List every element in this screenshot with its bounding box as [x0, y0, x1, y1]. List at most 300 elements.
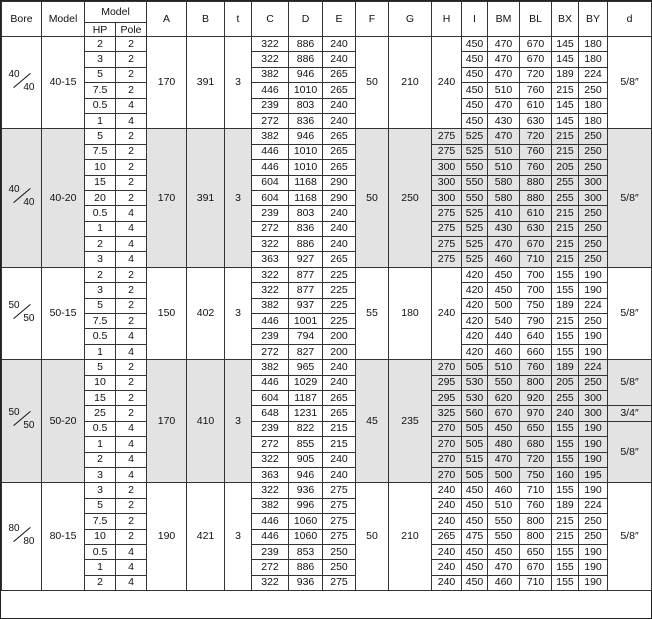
e-cell: 265: [323, 160, 356, 175]
pole-cell: 4: [116, 544, 147, 559]
d-dim-cell: 853: [289, 544, 323, 559]
by-cell: 190: [579, 544, 608, 559]
i-cell: 450: [462, 560, 488, 575]
table-row: [2, 144, 652, 159]
bx-cell: 155: [552, 283, 579, 298]
c-cell: 446: [252, 375, 289, 390]
i-cell: 450: [462, 483, 488, 498]
by-cell: 190: [579, 283, 608, 298]
bl-cell: 760: [520, 498, 552, 513]
by-cell: 224: [579, 67, 608, 82]
d-dim-cell: 996: [289, 498, 323, 513]
table-row: [2, 298, 652, 313]
e-cell: 240: [323, 206, 356, 221]
h-cell: 240: [432, 37, 462, 129]
hp-cell: 0.5: [85, 329, 116, 344]
i-cell: 450: [462, 52, 488, 67]
h-cell: 240: [432, 514, 462, 529]
bm-cell: 620: [488, 390, 520, 405]
table-row: [2, 160, 652, 175]
hp-cell: 10: [85, 529, 116, 544]
bx-cell: 215: [552, 83, 579, 98]
bl-cell: 680: [520, 437, 552, 452]
bore-fraction: 40 40: [8, 184, 35, 209]
d-dim-cell: 855: [289, 437, 323, 452]
bl-cell: 800: [520, 375, 552, 390]
table-row: [2, 452, 652, 467]
f-cell: 55: [356, 267, 389, 359]
g-cell: 210: [389, 483, 432, 591]
hp-cell: 10: [85, 160, 116, 175]
c-cell: 322: [252, 575, 289, 590]
bm-cell: 460: [488, 252, 520, 267]
hp-cell: 25: [85, 406, 116, 421]
table-row: [2, 252, 652, 267]
c-cell: 604: [252, 190, 289, 205]
bm-cell: 460: [488, 575, 520, 590]
e-cell: 275: [323, 575, 356, 590]
c-cell: 446: [252, 314, 289, 329]
d-cell: 5/8″: [608, 483, 652, 591]
by-cell: 250: [579, 83, 608, 98]
c-cell: 446: [252, 83, 289, 98]
bm-cell: 510: [488, 144, 520, 159]
bm-cell: 470: [488, 67, 520, 82]
b-cell: 391: [187, 129, 225, 268]
table-row: [2, 52, 652, 67]
bm-cell: 450: [488, 421, 520, 436]
e-cell: 240: [323, 467, 356, 482]
g-cell: 210: [389, 37, 432, 129]
bm-cell: 580: [488, 190, 520, 205]
c-cell: 272: [252, 113, 289, 128]
d-dim-cell: 1029: [289, 375, 323, 390]
hp-cell: 2: [85, 575, 116, 590]
i-cell: 450: [462, 498, 488, 513]
bx-cell: 215: [552, 514, 579, 529]
pole-cell: 4: [116, 221, 147, 236]
e-cell: 240: [323, 360, 356, 375]
bx-cell: 255: [552, 175, 579, 190]
bx-cell: 155: [552, 452, 579, 467]
h-cell: 300: [432, 190, 462, 205]
c-cell: 239: [252, 329, 289, 344]
e-cell: 290: [323, 190, 356, 205]
bm-cell: 500: [488, 467, 520, 482]
bx-cell: 215: [552, 237, 579, 252]
d-dim-cell: 886: [289, 237, 323, 252]
e-cell: 265: [323, 67, 356, 82]
hp-cell: 0.5: [85, 206, 116, 221]
i-cell: 420: [462, 344, 488, 359]
h-cell: 275: [432, 129, 462, 144]
hp-cell: 1: [85, 344, 116, 359]
pole-cell: 2: [116, 37, 147, 52]
table-row: [2, 237, 652, 252]
bx-cell: 189: [552, 498, 579, 513]
bx-cell: 155: [552, 421, 579, 436]
i-cell: 550: [462, 160, 488, 175]
d-dim-cell: 1231: [289, 406, 323, 421]
f-cell: 50: [356, 483, 389, 591]
table-row: [2, 190, 652, 205]
h-cell: 240: [432, 560, 462, 575]
pump-dimension-table: [1, 1, 652, 591]
by-cell: 250: [579, 237, 608, 252]
d-dim-cell: 946: [289, 129, 323, 144]
d-dim-cell: 877: [289, 283, 323, 298]
hp-cell: 5: [85, 67, 116, 82]
h-cell: 270: [432, 421, 462, 436]
e-cell: 240: [323, 452, 356, 467]
e-cell: 200: [323, 344, 356, 359]
by-cell: 250: [579, 144, 608, 159]
hp-cell: 5: [85, 360, 116, 375]
i-cell: 450: [462, 83, 488, 98]
header-g: G: [389, 2, 432, 37]
i-cell: 420: [462, 267, 488, 282]
i-cell: 420: [462, 314, 488, 329]
d-dim-cell: 946: [289, 467, 323, 482]
c-cell: 604: [252, 175, 289, 190]
header-bm: BM: [488, 2, 520, 37]
bm-cell: 470: [488, 452, 520, 467]
d-cell: 5/8″: [608, 267, 652, 359]
pole-cell: 4: [116, 437, 147, 452]
by-cell: 190: [579, 329, 608, 344]
header-b: B: [187, 2, 225, 37]
bx-cell: 215: [552, 144, 579, 159]
pole-cell: 4: [116, 113, 147, 128]
bl-cell: 710: [520, 483, 552, 498]
bl-cell: 760: [520, 83, 552, 98]
bm-cell: 470: [488, 237, 520, 252]
group-40-15: [2, 37, 652, 129]
header-hp: HP: [85, 23, 116, 37]
pole-cell: 4: [116, 467, 147, 482]
by-cell: 224: [579, 360, 608, 375]
d-dim-cell: 936: [289, 483, 323, 498]
e-cell: 265: [323, 252, 356, 267]
d-dim-cell: 822: [289, 421, 323, 436]
table-header: [2, 2, 652, 37]
a-cell: 150: [147, 267, 187, 359]
table-row: [2, 175, 652, 190]
d-dim-cell: 836: [289, 113, 323, 128]
e-cell: 275: [323, 498, 356, 513]
d-dim-cell: 886: [289, 37, 323, 52]
hp-cell: 3: [85, 252, 116, 267]
bm-cell: 510: [488, 498, 520, 513]
pole-cell: 4: [116, 98, 147, 113]
i-cell: 560: [462, 406, 488, 421]
e-cell: 215: [323, 437, 356, 452]
bl-cell: 650: [520, 544, 552, 559]
c-cell: 322: [252, 283, 289, 298]
c-cell: 363: [252, 467, 289, 482]
h-cell: 295: [432, 375, 462, 390]
table-row: [2, 437, 652, 452]
i-cell: 450: [462, 514, 488, 529]
hp-cell: 3: [85, 283, 116, 298]
pole-cell: 2: [116, 190, 147, 205]
table-row: [2, 344, 652, 359]
h-cell: 325: [432, 406, 462, 421]
d-dim-cell: 1168: [289, 190, 323, 205]
h-cell: 275: [432, 252, 462, 267]
d-dim-cell: 836: [289, 221, 323, 236]
bm-cell: 510: [488, 160, 520, 175]
bx-cell: 215: [552, 221, 579, 236]
d-dim-cell: 886: [289, 52, 323, 67]
table-row: [2, 206, 652, 221]
bx-cell: 189: [552, 298, 579, 313]
d-dim-cell: 1010: [289, 160, 323, 175]
c-cell: 382: [252, 498, 289, 513]
bx-cell: 255: [552, 190, 579, 205]
c-cell: 272: [252, 221, 289, 236]
hp-cell: 7.5: [85, 144, 116, 159]
pole-cell: 2: [116, 160, 147, 175]
bl-cell: 800: [520, 514, 552, 529]
hp-cell: 5: [85, 498, 116, 513]
h-cell: 270: [432, 467, 462, 482]
pole-cell: 2: [116, 144, 147, 159]
c-cell: 446: [252, 514, 289, 529]
bx-cell: 255: [552, 390, 579, 405]
d-dim-cell: 803: [289, 98, 323, 113]
h-cell: 275: [432, 237, 462, 252]
bl-cell: 640: [520, 329, 552, 344]
d-dim-cell: 1010: [289, 144, 323, 159]
bx-cell: 155: [552, 544, 579, 559]
c-cell: 322: [252, 452, 289, 467]
g-cell: 180: [389, 267, 432, 359]
table-row: [2, 483, 652, 498]
e-cell: 275: [323, 514, 356, 529]
table-row: [2, 129, 652, 144]
bm-cell: 510: [488, 83, 520, 98]
bx-cell: 205: [552, 375, 579, 390]
bm-cell: 550: [488, 375, 520, 390]
bm-cell: 550: [488, 514, 520, 529]
i-cell: 525: [462, 237, 488, 252]
bm-cell: 450: [488, 544, 520, 559]
bl-cell: 720: [520, 129, 552, 144]
bl-cell: 670: [520, 37, 552, 52]
hp-cell: 20: [85, 190, 116, 205]
a-cell: 190: [147, 483, 187, 591]
pole-cell: 2: [116, 267, 147, 282]
h-cell: 295: [432, 390, 462, 405]
b-cell: 402: [187, 267, 225, 359]
e-cell: 200: [323, 329, 356, 344]
by-cell: 250: [579, 252, 608, 267]
h-cell: 270: [432, 360, 462, 375]
bx-cell: 155: [552, 575, 579, 590]
by-cell: 195: [579, 467, 608, 482]
bl-cell: 630: [520, 113, 552, 128]
pole-cell: 2: [116, 483, 147, 498]
c-cell: 382: [252, 298, 289, 313]
a-cell: 170: [147, 129, 187, 268]
by-cell: 224: [579, 498, 608, 513]
t-cell: 3: [225, 483, 252, 591]
hp-cell: 3: [85, 467, 116, 482]
hp-cell: 2: [85, 37, 116, 52]
bx-cell: 215: [552, 252, 579, 267]
hp-cell: 7.5: [85, 314, 116, 329]
pole-cell: 2: [116, 529, 147, 544]
table-row: [2, 83, 652, 98]
bore-fraction: 80 80: [8, 522, 35, 547]
table-row: [2, 360, 652, 375]
e-cell: 240: [323, 221, 356, 236]
hp-cell: 0.5: [85, 421, 116, 436]
d-dim-cell: 965: [289, 360, 323, 375]
e-cell: 225: [323, 314, 356, 329]
table-row: [2, 375, 652, 390]
bx-cell: 215: [552, 529, 579, 544]
i-cell: 505: [462, 437, 488, 452]
model-cell: 40-15: [42, 37, 85, 129]
by-cell: 224: [579, 298, 608, 313]
i-cell: 420: [462, 329, 488, 344]
d-dim-cell: 803: [289, 206, 323, 221]
c-cell: 239: [252, 206, 289, 221]
bm-cell: 550: [488, 529, 520, 544]
hp-cell: 1: [85, 560, 116, 575]
pole-cell: 4: [116, 344, 147, 359]
hp-cell: 7.5: [85, 83, 116, 98]
t-cell: 3: [225, 267, 252, 359]
pole-cell: 2: [116, 52, 147, 67]
i-cell: 505: [462, 360, 488, 375]
hp-cell: 1: [85, 113, 116, 128]
e-cell: 265: [323, 129, 356, 144]
bl-cell: 630: [520, 221, 552, 236]
bm-cell: 410: [488, 206, 520, 221]
b-cell: 410: [187, 360, 225, 483]
bm-cell: 470: [488, 560, 520, 575]
by-cell: 250: [579, 314, 608, 329]
e-cell: 225: [323, 267, 356, 282]
table-row: [2, 390, 652, 405]
bore-cell: [2, 483, 42, 591]
group-50-15: [2, 267, 652, 359]
d-dim-cell: 946: [289, 67, 323, 82]
h-cell: 270: [432, 452, 462, 467]
i-cell: 530: [462, 375, 488, 390]
d-dim-cell: 886: [289, 560, 323, 575]
hp-cell: 0.5: [85, 98, 116, 113]
d-cell: 5/8″: [608, 360, 652, 406]
bx-cell: 155: [552, 560, 579, 575]
hp-cell: 3: [85, 52, 116, 67]
bl-cell: 790: [520, 314, 552, 329]
bm-cell: 580: [488, 175, 520, 190]
by-cell: 180: [579, 52, 608, 67]
d-dim-cell: 1010: [289, 83, 323, 98]
hp-cell: 15: [85, 390, 116, 405]
i-cell: 550: [462, 190, 488, 205]
e-cell: 215: [323, 421, 356, 436]
header-bx: BX: [552, 2, 579, 37]
bx-cell: 160: [552, 467, 579, 482]
by-cell: 300: [579, 175, 608, 190]
hp-cell: 2: [85, 237, 116, 252]
pole-cell: 2: [116, 175, 147, 190]
c-cell: 604: [252, 390, 289, 405]
d-cell: 5/8″: [608, 37, 652, 129]
by-cell: 190: [579, 452, 608, 467]
by-cell: 180: [579, 98, 608, 113]
bl-cell: 610: [520, 206, 552, 221]
d-cell: 5/8″: [608, 129, 652, 268]
table-row: [2, 283, 652, 298]
i-cell: 450: [462, 544, 488, 559]
bx-cell: 155: [552, 329, 579, 344]
by-cell: 180: [579, 113, 608, 128]
hp-cell: 3: [85, 483, 116, 498]
hp-cell: 2: [85, 267, 116, 282]
by-cell: 190: [579, 575, 608, 590]
by-cell: 190: [579, 483, 608, 498]
d-cell: 3/4″: [608, 406, 652, 421]
e-cell: 250: [323, 560, 356, 575]
bl-cell: 650: [520, 421, 552, 436]
by-cell: 190: [579, 421, 608, 436]
h-cell: 300: [432, 160, 462, 175]
bl-cell: 710: [520, 252, 552, 267]
bm-cell: 460: [488, 483, 520, 498]
table-row: [2, 329, 652, 344]
pole-cell: 2: [116, 498, 147, 513]
i-cell: 525: [462, 129, 488, 144]
table-row: [2, 544, 652, 559]
c-cell: 446: [252, 160, 289, 175]
bm-cell: 450: [488, 267, 520, 282]
c-cell: 322: [252, 267, 289, 282]
c-cell: 272: [252, 344, 289, 359]
model-cell: 50-15: [42, 267, 85, 359]
by-cell: 190: [579, 560, 608, 575]
h-cell: 265: [432, 529, 462, 544]
i-cell: 505: [462, 467, 488, 482]
bm-cell: 440: [488, 329, 520, 344]
pole-cell: 4: [116, 252, 147, 267]
i-cell: 525: [462, 252, 488, 267]
table-row: [2, 37, 652, 52]
table-row: [2, 406, 652, 421]
table-row: [2, 467, 652, 482]
d-dim-cell: 827: [289, 344, 323, 359]
c-cell: 322: [252, 483, 289, 498]
e-cell: 290: [323, 175, 356, 190]
e-cell: 265: [323, 390, 356, 405]
hp-cell: 10: [85, 375, 116, 390]
c-cell: 272: [252, 437, 289, 452]
e-cell: 240: [323, 375, 356, 390]
bx-cell: 215: [552, 206, 579, 221]
i-cell: 530: [462, 390, 488, 405]
table-row: [2, 529, 652, 544]
i-cell: 525: [462, 221, 488, 236]
bl-cell: 750: [520, 298, 552, 313]
by-cell: 250: [579, 221, 608, 236]
c-cell: 363: [252, 252, 289, 267]
by-cell: 300: [579, 406, 608, 421]
